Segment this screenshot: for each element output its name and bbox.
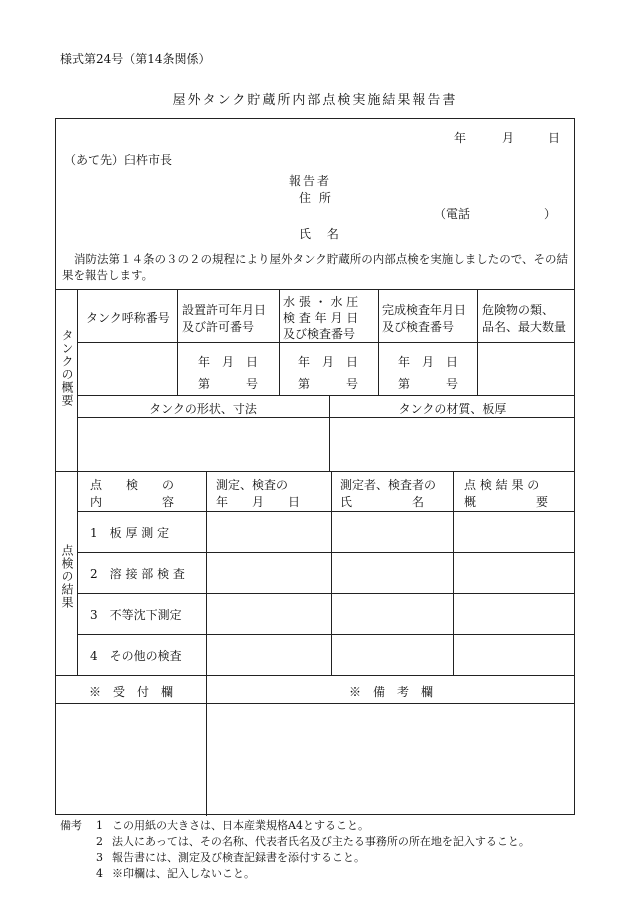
notes [60, 818, 530, 882]
results-side-label: 点検の結果 [60, 544, 74, 609]
note-text: 法人にあっては、その名称、代表者氏名及び主たる事務所の所在地を記入すること。 [112, 835, 530, 848]
addressee: （あて先）臼杵市長 [64, 153, 173, 167]
note-text: この用紙の大きさは、日本産業規格A4とすること。 [112, 819, 369, 832]
result-item-weld: 2 溶 接 部 検 査 [90, 567, 185, 581]
result-h2-l2: 年 月 日 [216, 495, 301, 509]
note-number: 2 [96, 835, 103, 848]
permit-dai: 第 [198, 377, 211, 391]
remarks-label: ※ 備 考 欄 [348, 685, 433, 699]
permit-day: 日 [246, 355, 259, 369]
note-text: 報告書には、測定及び検査記録書を添付すること。 [112, 851, 365, 864]
result-h1-l1: 点 検 の [90, 478, 175, 492]
receipt-label: ※ 受 付 欄 [88, 685, 173, 699]
note-number: 3 [96, 851, 103, 864]
col-tank-number: タンク呼称番号 [86, 311, 170, 325]
col-completion-l2: 及び検査番号 [382, 320, 455, 334]
statement-line1: 消防法第１４条の３の２の規程により屋外タンク貯蔵所の内部点検を実施しましたので、その結 [74, 252, 569, 266]
tank-shape-label: タンクの形状、寸法 [149, 402, 257, 416]
address-label: 住 所 [299, 191, 333, 205]
result-h2-l1: 測定、検査の [216, 478, 289, 492]
completion-month: 月 [422, 355, 435, 369]
result-h3-l2: 氏 名 [340, 495, 425, 509]
water-month: 月 [322, 355, 335, 369]
water-go: 号 [346, 377, 359, 391]
statement-line2: 果を報告します。 [62, 268, 154, 282]
note-row [60, 834, 530, 850]
overview-side-label: タンクの概要 [60, 329, 74, 407]
col-permit-l2: 及び許可番号 [182, 320, 255, 334]
completion-year: 年 [398, 355, 411, 369]
water-day: 日 [346, 355, 359, 369]
phone-open: （電話 [434, 207, 471, 221]
document-title: 屋外タンク貯蔵所内部点検実施結果報告書 [172, 93, 458, 108]
result-h1-l2: 内 容 [90, 495, 175, 509]
result-item-other: 4 その他の検査 [90, 649, 182, 663]
col-permit-l1: 設置許可年月日 [182, 303, 267, 317]
water-year: 年 [298, 355, 311, 369]
col-hazmat-l1: 危険物の類、 [482, 303, 555, 317]
col-completion-l1: 完成検査年月日 [382, 303, 467, 317]
date-month: 月 [502, 131, 515, 145]
col-hazmat-l2: 品名、最大数量 [482, 320, 567, 334]
note-row [60, 866, 530, 882]
completion-go: 号 [446, 377, 459, 391]
phone-close: ） [544, 207, 557, 221]
note-row [60, 818, 530, 834]
permit-go: 号 [246, 377, 259, 391]
reporter-label: 報告者 [289, 174, 332, 188]
result-item-settlement: 3 不等沈下測定 [90, 608, 182, 622]
water-dai: 第 [298, 377, 311, 391]
result-h3-l1: 測定者、検査者の [340, 478, 437, 492]
note-number: 4 [96, 867, 103, 880]
notes-lead: 備考 [60, 819, 82, 832]
tank-material-label: タンクの材質、板厚 [398, 402, 507, 416]
date-day: 日 [548, 131, 561, 145]
result-item-thickness: 1 板 厚 測 定 [90, 526, 170, 540]
col-water-l2: 検 査 年 月 日 [283, 311, 359, 325]
permit-month: 月 [222, 355, 235, 369]
name-label: 氏 名 [299, 227, 345, 241]
col-water-l1: 水 張 ・ 水 圧 [283, 295, 359, 309]
completion-day: 日 [446, 355, 459, 369]
completion-dai: 第 [398, 377, 411, 391]
date-year: 年 [454, 131, 467, 145]
note-number: 1 [96, 819, 103, 832]
form-number: 様式第24号（第14条関係） [60, 52, 211, 66]
result-h4-l1: 点 検 結 果 の [464, 478, 540, 492]
report-form [55, 118, 575, 815]
permit-year: 年 [198, 355, 211, 369]
result-h4-l2: 概 要 [464, 495, 549, 509]
note-row [60, 850, 530, 866]
note-text: ※印欄は、記入しないこと。 [112, 867, 255, 880]
col-water-l3: 及び検査番号 [283, 327, 356, 341]
